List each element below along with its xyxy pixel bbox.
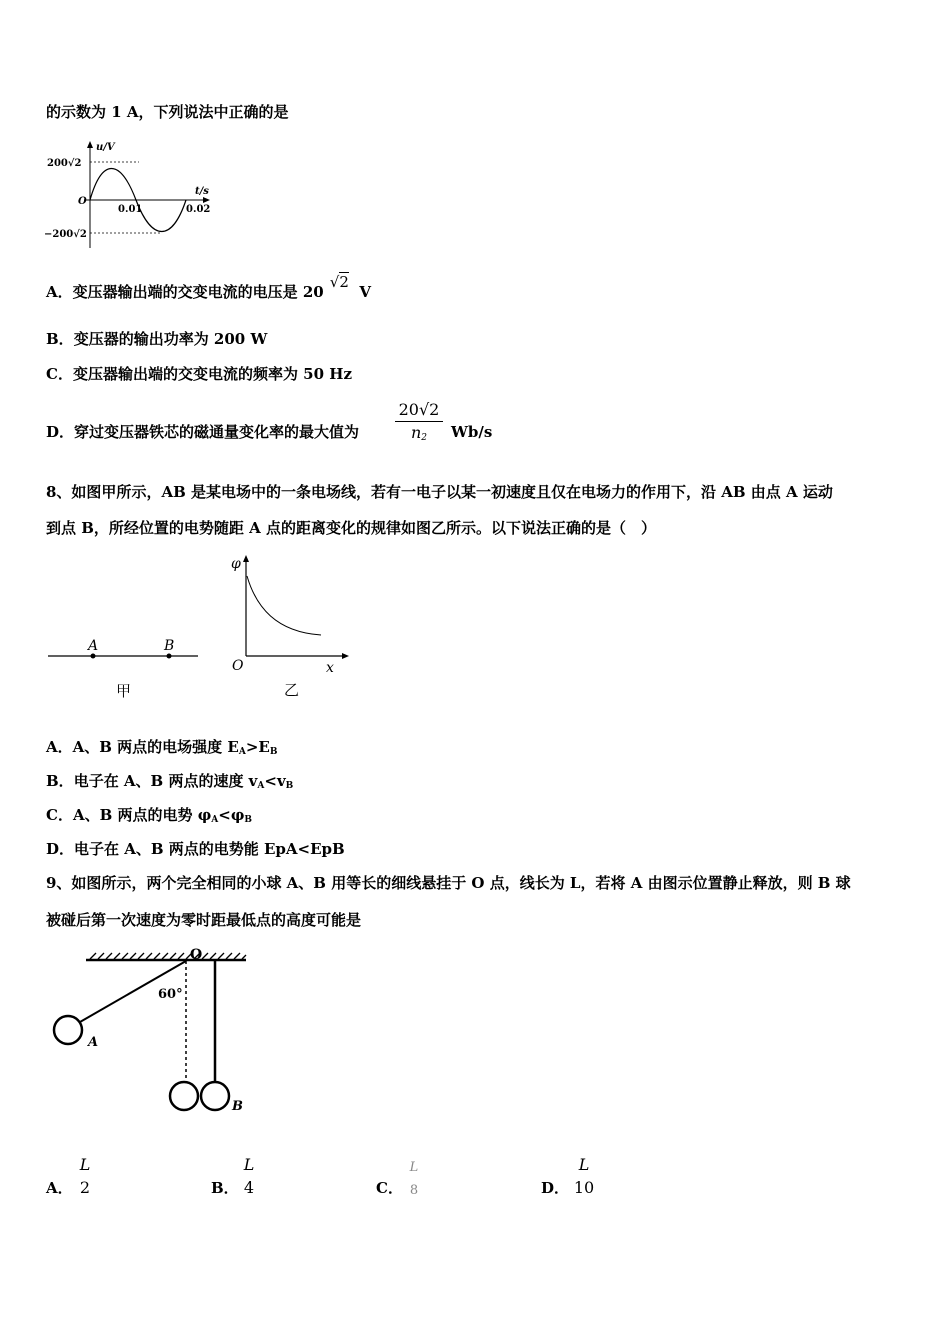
q8-stem-line2: 到点 B，所经位置的电势随距 A 点的距离变化的规律如图乙所示。以下说法正确的是（ ） — [46, 519, 656, 537]
q9-pivot-label: O — [190, 947, 203, 963]
q8-option-d-text: 电子在 A、B 两点的电势能 EpA<EpB — [74, 840, 345, 858]
q8-option-d-label: D． — [46, 840, 75, 858]
q7-option-a[interactable] — [46, 273, 371, 302]
q9-ceiling-hatch — [90, 953, 246, 959]
q9-option-d-label[interactable]: D． — [541, 1179, 570, 1197]
q9-stem-line2: 被碰后第一次速度为零时距最低点的高度可能是 — [46, 911, 362, 929]
q8-yi-y-arrow — [243, 555, 249, 562]
q7-option-a-label: A． — [46, 283, 73, 301]
q9-ball-a — [54, 1016, 82, 1044]
q8-yi-x-arrow — [342, 653, 349, 659]
q8-option-b[interactable]: B．电子在 A、B 两点的速度 $v_A<v_B$ — [46, 772, 294, 791]
q7-option-d-denominator: $n_2$ — [410, 423, 428, 443]
q8-option-a-label: A． — [46, 738, 73, 756]
q8-yi-caption: 乙 — [284, 681, 300, 699]
q7-y-axis-arrow — [87, 141, 93, 148]
q7-y-axis-label: u/V — [96, 142, 115, 153]
q7-option-d-unit: Wb/s — [451, 423, 493, 441]
q8-figure-yi — [226, 552, 356, 702]
q7-sine-graph — [44, 138, 216, 250]
q9-ball-b — [201, 1082, 229, 1110]
q7-y-top-label: 200√2 — [47, 158, 82, 169]
q8-jia-caption: 甲 — [116, 682, 132, 700]
q9-pendulum-figure — [44, 944, 254, 1124]
q7-option-a-unit: V — [359, 283, 371, 301]
q7-option-c-text: 变压器输出端的交变电流的频率为 50 Hz — [72, 365, 352, 383]
q9-option-d-fraction: L 10 — [573, 1155, 595, 1197]
q7-option-a-text: 变压器输出端的交变电流的电压是 20 — [72, 283, 324, 301]
q9-option-a-fraction: L 2 — [79, 1155, 91, 1197]
q9-option-b-fraction: L 4 — [243, 1155, 255, 1197]
q8-point-b-label: B — [164, 638, 175, 654]
q7-option-d-fraction — [395, 400, 443, 448]
q9-ball-a-label: A — [88, 1035, 99, 1050]
q8-yi-y-label: φ — [231, 556, 241, 572]
q7-origin-label: O — [78, 196, 87, 207]
q7-option-d-label: D． — [46, 423, 75, 441]
q9-option-b-label[interactable]: B． — [211, 1179, 239, 1197]
q9-angle-label: 60° — [158, 987, 183, 1002]
q7-option-b-text: 变压器的输出功率为 200 W — [73, 330, 268, 348]
q7-x-tick2: 0.02 — [186, 204, 211, 215]
q8-option-a-text: A、B 两点的电场强度 E — [72, 738, 239, 756]
q7-x-tick1: 0.01 — [118, 204, 143, 215]
q7-x-axis-arrow — [203, 197, 210, 203]
q8-figure-jia — [44, 630, 204, 705]
q9-option-a-label[interactable]: A． — [46, 1179, 73, 1197]
q7-option-b-label: B． — [46, 330, 74, 348]
q8-yi-potential-curve — [247, 576, 321, 635]
q8-option-d[interactable] — [46, 839, 345, 859]
q8-stem-line1: 8、如图甲所示，AB 是某电场中的一条电场线，若有一电子以某一初速度且仅在电场力的作用下，沿 AB 由点 A 运动 — [46, 483, 833, 501]
q8-option-a[interactable]: A．A、B 两点的电场强度 $E_A>E_B$ — [46, 738, 278, 757]
q8-option-b-text: 电子在 A、B 两点的速度 v — [73, 772, 258, 790]
q8-yi-origin: O — [232, 658, 244, 674]
q8-yi-x-label: x — [326, 660, 334, 676]
q8-option-c[interactable]: C．A、B 两点的电势 $\varphi_A<\varphi_B$ — [46, 806, 253, 825]
q9-ball-dashed-position — [170, 1082, 198, 1110]
q7-option-d[interactable] — [46, 422, 359, 442]
q8-option-b-label: B． — [46, 772, 74, 790]
q8-point-b — [167, 654, 172, 659]
q8-option-c-label: C． — [46, 806, 73, 824]
q8-point-a — [91, 654, 96, 659]
q9-stem-line1: 9、如图所示，两个完全相同的小球 A、B 用等长的细线悬挂于 O 点，线长为 L，若将 A 由图示位置静止释放，则 B 球 — [46, 874, 851, 892]
q9-option-c-label[interactable]: C． — [376, 1179, 403, 1197]
q9-ball-b-label: B — [232, 1099, 243, 1114]
q8-point-a-label: A — [88, 638, 99, 654]
q7-intro: 的示数为 1 A，下列说法中正确的是 — [46, 103, 289, 121]
q7-option-c[interactable] — [46, 364, 352, 384]
q7-x-axis-label: t/s — [195, 186, 209, 197]
q7-option-d-text: 穿过变压器铁芯的磁通量变化率的最大值为 — [74, 423, 360, 441]
q7-option-c-label: C． — [46, 365, 73, 383]
q7-y-bottom-label: −200√2 — [44, 229, 87, 240]
q8-option-c-text: A、B 两点的电势 φ — [72, 806, 212, 824]
q7-option-d-numerator: 20√2 — [398, 400, 440, 419]
q9-option-c-fraction: L 8 — [409, 1160, 419, 1198]
q7-option-a-sqrt: √2 — [329, 273, 349, 291]
q7-option-b[interactable] — [46, 329, 267, 349]
